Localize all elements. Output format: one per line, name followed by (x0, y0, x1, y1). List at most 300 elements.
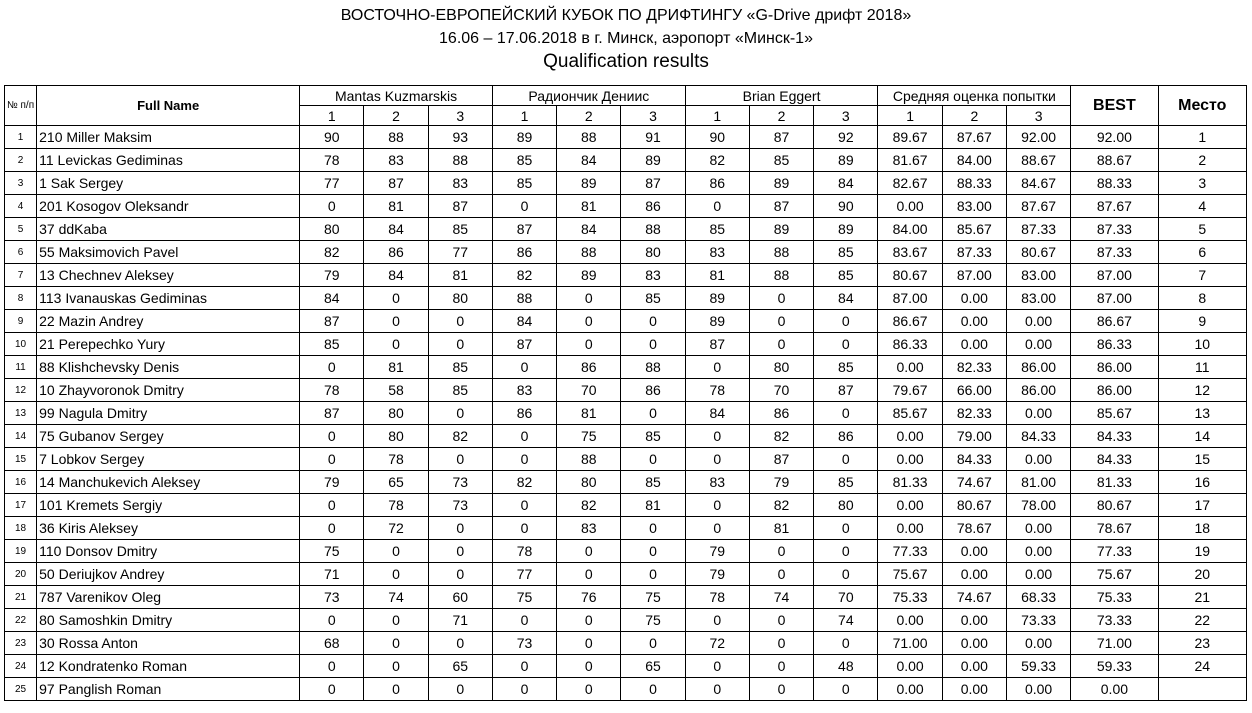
judge-score: 89 (749, 218, 813, 241)
best-score: 88.67 (1071, 149, 1158, 172)
place: 11 (1158, 356, 1246, 379)
average-score: 84.00 (878, 218, 942, 241)
average-score: 0.00 (942, 287, 1006, 310)
judge-score: 78 (492, 540, 556, 563)
judge-score: 89 (557, 172, 621, 195)
judge-score: 85 (428, 218, 492, 241)
judge-score: 0 (749, 310, 813, 333)
average-score: 82.33 (942, 402, 1006, 425)
judge-score: 0 (685, 195, 749, 218)
average-score: 0.00 (942, 655, 1006, 678)
average-score: 84.33 (942, 448, 1006, 471)
judge-score: 0 (685, 356, 749, 379)
average-score: 86.00 (1006, 379, 1070, 402)
average-score: 0.00 (878, 655, 942, 678)
judge-score: 78 (685, 586, 749, 609)
judge-score: 81 (557, 195, 621, 218)
row-number: 15 (5, 448, 37, 471)
average-score: 86.33 (878, 333, 942, 356)
judge-score: 65 (364, 471, 428, 494)
judge-score: 93 (428, 126, 492, 149)
place: 14 (1158, 425, 1246, 448)
judge-score: 78 (364, 448, 428, 471)
average-score: 79.67 (878, 379, 942, 402)
best-score: 92.00 (1071, 126, 1158, 149)
average-score: 0.00 (878, 678, 942, 701)
judge-score: 0 (621, 402, 685, 425)
judge-score: 0 (557, 287, 621, 310)
place: 13 (1158, 402, 1246, 425)
average-score: 66.00 (942, 379, 1006, 402)
judge-score: 91 (621, 126, 685, 149)
average-score: 83.00 (1006, 264, 1070, 287)
judge-score: 73 (300, 586, 364, 609)
judge-score: 86 (814, 425, 878, 448)
judge-score: 0 (300, 517, 364, 540)
best-score: 87.00 (1071, 264, 1158, 287)
judge-score: 75 (621, 586, 685, 609)
judge-score: 87 (814, 379, 878, 402)
judge-score: 81 (364, 195, 428, 218)
average-score: 73.33 (1006, 609, 1070, 632)
driver-name: 14 Manchukevich Aleksey (37, 471, 300, 494)
table-row (5, 241, 1247, 264)
average-score: 0.00 (942, 632, 1006, 655)
judge-score: 89 (685, 287, 749, 310)
average-score: 74.67 (942, 471, 1006, 494)
judge-score: 0 (492, 609, 556, 632)
judge-score: 0 (300, 678, 364, 701)
judge-score: 88 (749, 241, 813, 264)
average-score: 0.00 (942, 563, 1006, 586)
average-score: 75.33 (878, 586, 942, 609)
judge-score: 0 (621, 563, 685, 586)
driver-name: 22 Mazin Andrey (37, 310, 300, 333)
judge-score: 85 (428, 356, 492, 379)
judge-score: 0 (428, 563, 492, 586)
judge-score: 79 (300, 471, 364, 494)
average-score: 0.00 (1006, 310, 1070, 333)
judge-score: 72 (364, 517, 428, 540)
driver-name: 12 Kondratenko Roman (37, 655, 300, 678)
table-row (5, 563, 1247, 586)
judge-score: 79 (300, 264, 364, 287)
judge-score: 83 (685, 471, 749, 494)
average-score: 85.67 (942, 218, 1006, 241)
average-score: 0.00 (942, 540, 1006, 563)
judge-score: 70 (749, 379, 813, 402)
header-judge-1: Mantas Kuzmarskis (300, 86, 493, 106)
header-best: BEST (1071, 86, 1158, 126)
driver-name: 210 Miller Maksim (37, 126, 300, 149)
judge-score: 88 (621, 356, 685, 379)
average-score: 83.00 (1006, 287, 1070, 310)
driver-name: 113 Ivanauskas Gediminas (37, 287, 300, 310)
judge-score: 89 (814, 149, 878, 172)
judge-score: 87 (428, 195, 492, 218)
average-score: 88.33 (942, 172, 1006, 195)
row-number: 5 (5, 218, 37, 241)
judge-score: 0 (300, 356, 364, 379)
judge-score: 74 (749, 586, 813, 609)
average-score: 81.33 (878, 471, 942, 494)
judge-score: 0 (814, 333, 878, 356)
table-row (5, 609, 1247, 632)
best-score: 78.67 (1071, 517, 1158, 540)
judge-score: 0 (492, 195, 556, 218)
place: 15 (1158, 448, 1246, 471)
judge-score: 82 (749, 494, 813, 517)
row-number: 10 (5, 333, 37, 356)
judge-score: 84 (300, 287, 364, 310)
average-score: 87.33 (1006, 218, 1070, 241)
row-number: 20 (5, 563, 37, 586)
judge-score: 80 (300, 218, 364, 241)
judge-score: 82 (492, 471, 556, 494)
table-row (5, 448, 1247, 471)
header-full-name: Full Name (37, 86, 300, 126)
judge-score: 0 (749, 563, 813, 586)
table-row (5, 356, 1247, 379)
judge-score: 79 (685, 540, 749, 563)
average-score: 0.00 (878, 195, 942, 218)
judge-score: 75 (621, 609, 685, 632)
judge-score: 85 (814, 471, 878, 494)
header-attempt-2: 2 (557, 106, 621, 126)
judge-score: 87 (300, 310, 364, 333)
judge-score: 0 (492, 425, 556, 448)
judge-score: 85 (814, 241, 878, 264)
judge-score: 0 (300, 494, 364, 517)
header-attempt-3: 3 (428, 106, 492, 126)
row-number: 7 (5, 264, 37, 287)
judge-score: 0 (814, 448, 878, 471)
row-number: 2 (5, 149, 37, 172)
judge-score: 0 (749, 609, 813, 632)
average-score: 77.33 (878, 540, 942, 563)
average-score: 0.00 (878, 356, 942, 379)
judge-score: 87 (364, 172, 428, 195)
judge-score: 84 (492, 310, 556, 333)
judge-score: 0 (814, 563, 878, 586)
judge-score: 77 (428, 241, 492, 264)
judge-score: 71 (428, 609, 492, 632)
results-title: Qualification results (543, 51, 709, 72)
judge-score: 0 (428, 678, 492, 701)
judge-score: 79 (749, 471, 813, 494)
judge-score: 80 (557, 471, 621, 494)
place: 18 (1158, 517, 1246, 540)
header-attempt-3: 3 (814, 106, 878, 126)
place: 17 (1158, 494, 1246, 517)
judge-score: 70 (814, 586, 878, 609)
header-judge-3: Brian Eggert (685, 86, 878, 106)
average-score: 82.33 (942, 356, 1006, 379)
judge-score: 0 (621, 632, 685, 655)
judge-score: 90 (814, 195, 878, 218)
best-score: 86.00 (1071, 379, 1158, 402)
place: 12 (1158, 379, 1246, 402)
best-score: 88.33 (1071, 172, 1158, 195)
judge-score: 87 (749, 126, 813, 149)
judge-score: 0 (685, 655, 749, 678)
judge-score: 87 (749, 448, 813, 471)
judge-score: 0 (428, 448, 492, 471)
judge-score: 72 (685, 632, 749, 655)
judge-score: 83 (492, 379, 556, 402)
driver-name: 110 Donsov Dmitry (37, 540, 300, 563)
table-row (5, 310, 1247, 333)
average-score: 80.67 (1006, 241, 1070, 264)
judge-score: 0 (364, 310, 428, 333)
average-score: 84.67 (1006, 172, 1070, 195)
judge-score: 78 (300, 379, 364, 402)
average-score: 0.00 (942, 310, 1006, 333)
driver-name: 21 Perepechko Yury (37, 333, 300, 356)
row-number: 6 (5, 241, 37, 264)
place: 20 (1158, 563, 1246, 586)
best-score: 73.33 (1071, 609, 1158, 632)
driver-name: 97 Panglish Roman (37, 678, 300, 701)
header-attempt-1: 1 (492, 106, 556, 126)
table-row (5, 264, 1247, 287)
judge-score: 0 (749, 632, 813, 655)
average-score: 0.00 (1006, 540, 1070, 563)
judge-score: 71 (300, 563, 364, 586)
judge-score: 73 (428, 471, 492, 494)
best-score: 87.67 (1071, 195, 1158, 218)
judge-score: 0 (814, 540, 878, 563)
judge-score: 85 (428, 379, 492, 402)
table-row (5, 517, 1247, 540)
judge-score: 80 (364, 402, 428, 425)
judge-score: 83 (685, 241, 749, 264)
judge-score: 0 (749, 333, 813, 356)
driver-name: 7 Lobkov Sergey (37, 448, 300, 471)
judge-score: 90 (300, 126, 364, 149)
judge-score: 86 (492, 402, 556, 425)
judge-score: 0 (685, 609, 749, 632)
judge-score: 0 (300, 448, 364, 471)
judge-score: 0 (364, 655, 428, 678)
place: 23 (1158, 632, 1246, 655)
judge-score: 0 (364, 678, 428, 701)
average-score: 92.00 (1006, 126, 1070, 149)
judge-score: 85 (814, 264, 878, 287)
judge-score: 86 (364, 241, 428, 264)
table-row (5, 172, 1247, 195)
average-score: 0.00 (878, 609, 942, 632)
judge-score: 86 (749, 402, 813, 425)
judge-score: 85 (685, 218, 749, 241)
judge-score: 0 (300, 195, 364, 218)
judge-score: 88 (428, 149, 492, 172)
judge-score: 81 (621, 494, 685, 517)
judge-score: 0 (685, 494, 749, 517)
place: 1 (1158, 126, 1246, 149)
judge-score: 84 (814, 287, 878, 310)
header-attempt-3: 3 (621, 106, 685, 126)
place: 10 (1158, 333, 1246, 356)
table-row (5, 655, 1247, 678)
row-number: 18 (5, 517, 37, 540)
row-number: 4 (5, 195, 37, 218)
judge-score: 60 (428, 586, 492, 609)
judge-score: 0 (621, 448, 685, 471)
average-score: 0.00 (878, 425, 942, 448)
judge-score: 73 (428, 494, 492, 517)
judge-score: 82 (749, 425, 813, 448)
judge-score: 65 (428, 655, 492, 678)
judge-score: 82 (685, 149, 749, 172)
judge-score: 88 (557, 126, 621, 149)
judge-score: 0 (492, 356, 556, 379)
driver-name: 55 Maksimovich Pavel (37, 241, 300, 264)
average-score: 0.00 (1006, 563, 1070, 586)
judge-score: 0 (621, 333, 685, 356)
driver-name: 36 Kiris Aleksey (37, 517, 300, 540)
header-judge-2: Радиончик Дениис (492, 86, 685, 106)
judge-score: 0 (364, 540, 428, 563)
table-row (5, 402, 1247, 425)
judge-score: 77 (300, 172, 364, 195)
judge-score: 0 (685, 425, 749, 448)
judge-score: 70 (557, 379, 621, 402)
header-attempt-1: 1 (685, 106, 749, 126)
judge-score: 74 (814, 609, 878, 632)
judge-score: 90 (685, 126, 749, 149)
judge-score: 82 (557, 494, 621, 517)
judge-score: 0 (300, 425, 364, 448)
judge-score: 78 (685, 379, 749, 402)
judge-score: 86 (685, 172, 749, 195)
judge-score: 75 (300, 540, 364, 563)
judge-score: 87 (749, 195, 813, 218)
row-number: 21 (5, 586, 37, 609)
row-number: 22 (5, 609, 37, 632)
best-score: 75.33 (1071, 586, 1158, 609)
average-score: 0.00 (942, 678, 1006, 701)
judge-score: 0 (749, 287, 813, 310)
judge-score: 82 (428, 425, 492, 448)
results-body (5, 126, 1247, 701)
driver-name: 88 Klishchevsky Denis (37, 356, 300, 379)
judge-score: 85 (492, 149, 556, 172)
judge-score: 86 (557, 356, 621, 379)
place: 3 (1158, 172, 1246, 195)
judge-score: 0 (364, 563, 428, 586)
average-score: 85.67 (878, 402, 942, 425)
best-score: 84.33 (1071, 425, 1158, 448)
judge-score: 85 (749, 149, 813, 172)
average-score: 79.00 (942, 425, 1006, 448)
judge-score: 0 (557, 678, 621, 701)
page-header (0, 0, 1252, 73)
average-score: 0.00 (878, 494, 942, 517)
judge-score: 89 (685, 310, 749, 333)
header-attempt-2: 2 (364, 106, 428, 126)
judge-score: 0 (492, 517, 556, 540)
average-score: 82.67 (878, 172, 942, 195)
judge-score: 0 (557, 609, 621, 632)
header-attempt-3: 3 (1006, 106, 1070, 126)
row-number: 16 (5, 471, 37, 494)
header-attempt-1: 1 (878, 106, 942, 126)
average-score: 0.00 (878, 517, 942, 540)
driver-name: 50 Deriujkov Andrey (37, 563, 300, 586)
best-score: 86.00 (1071, 356, 1158, 379)
row-number: 9 (5, 310, 37, 333)
judge-score: 0 (621, 517, 685, 540)
judge-score: 84 (557, 149, 621, 172)
judge-score: 80 (749, 356, 813, 379)
judge-score: 80 (621, 241, 685, 264)
judge-score: 81 (685, 264, 749, 287)
judge-score: 87 (492, 218, 556, 241)
average-score: 80.67 (942, 494, 1006, 517)
driver-name: 11 Levickas Gediminas (37, 149, 300, 172)
average-score: 75.67 (878, 563, 942, 586)
judge-score: 0 (685, 517, 749, 540)
judge-score: 84 (814, 172, 878, 195)
driver-name: 99 Nagula Dmitry (37, 402, 300, 425)
place: 8 (1158, 287, 1246, 310)
judge-score: 77 (492, 563, 556, 586)
table-row (5, 287, 1247, 310)
average-score: 87.67 (1006, 195, 1070, 218)
judge-score: 80 (428, 287, 492, 310)
row-number: 19 (5, 540, 37, 563)
judge-score: 89 (621, 149, 685, 172)
judge-score: 0 (300, 655, 364, 678)
judge-score: 85 (814, 356, 878, 379)
judge-score: 0 (685, 678, 749, 701)
judge-score: 88 (557, 241, 621, 264)
judge-score: 89 (749, 172, 813, 195)
judge-score: 0 (621, 540, 685, 563)
judge-score: 0 (428, 517, 492, 540)
judge-score: 0 (300, 609, 364, 632)
judge-score: 75 (557, 425, 621, 448)
event-date-location: 16.06 – 17.06.2018 в г. Минск, аэропорт «Минск-1» (439, 30, 813, 47)
driver-name: 13 Chechnev Aleksey (37, 264, 300, 287)
judge-score: 89 (557, 264, 621, 287)
place: 7 (1158, 264, 1246, 287)
judge-score: 86 (621, 195, 685, 218)
judge-score: 84 (685, 402, 749, 425)
judge-score: 81 (428, 264, 492, 287)
average-score: 86.67 (878, 310, 942, 333)
average-score: 0.00 (1006, 632, 1070, 655)
best-score: 77.33 (1071, 540, 1158, 563)
judge-score: 89 (492, 126, 556, 149)
judge-score: 0 (814, 402, 878, 425)
judge-score: 88 (749, 264, 813, 287)
judge-score: 87 (300, 402, 364, 425)
table-row (5, 195, 1247, 218)
average-score: 0.00 (942, 333, 1006, 356)
judge-score: 0 (428, 402, 492, 425)
average-score: 83.67 (878, 241, 942, 264)
judge-score: 83 (557, 517, 621, 540)
judge-score: 87 (621, 172, 685, 195)
average-score: 78.67 (942, 517, 1006, 540)
judge-score: 0 (814, 310, 878, 333)
average-score: 81.00 (1006, 471, 1070, 494)
driver-name: 1 Sak Sergey (37, 172, 300, 195)
judge-score: 82 (300, 241, 364, 264)
table-row (5, 471, 1247, 494)
